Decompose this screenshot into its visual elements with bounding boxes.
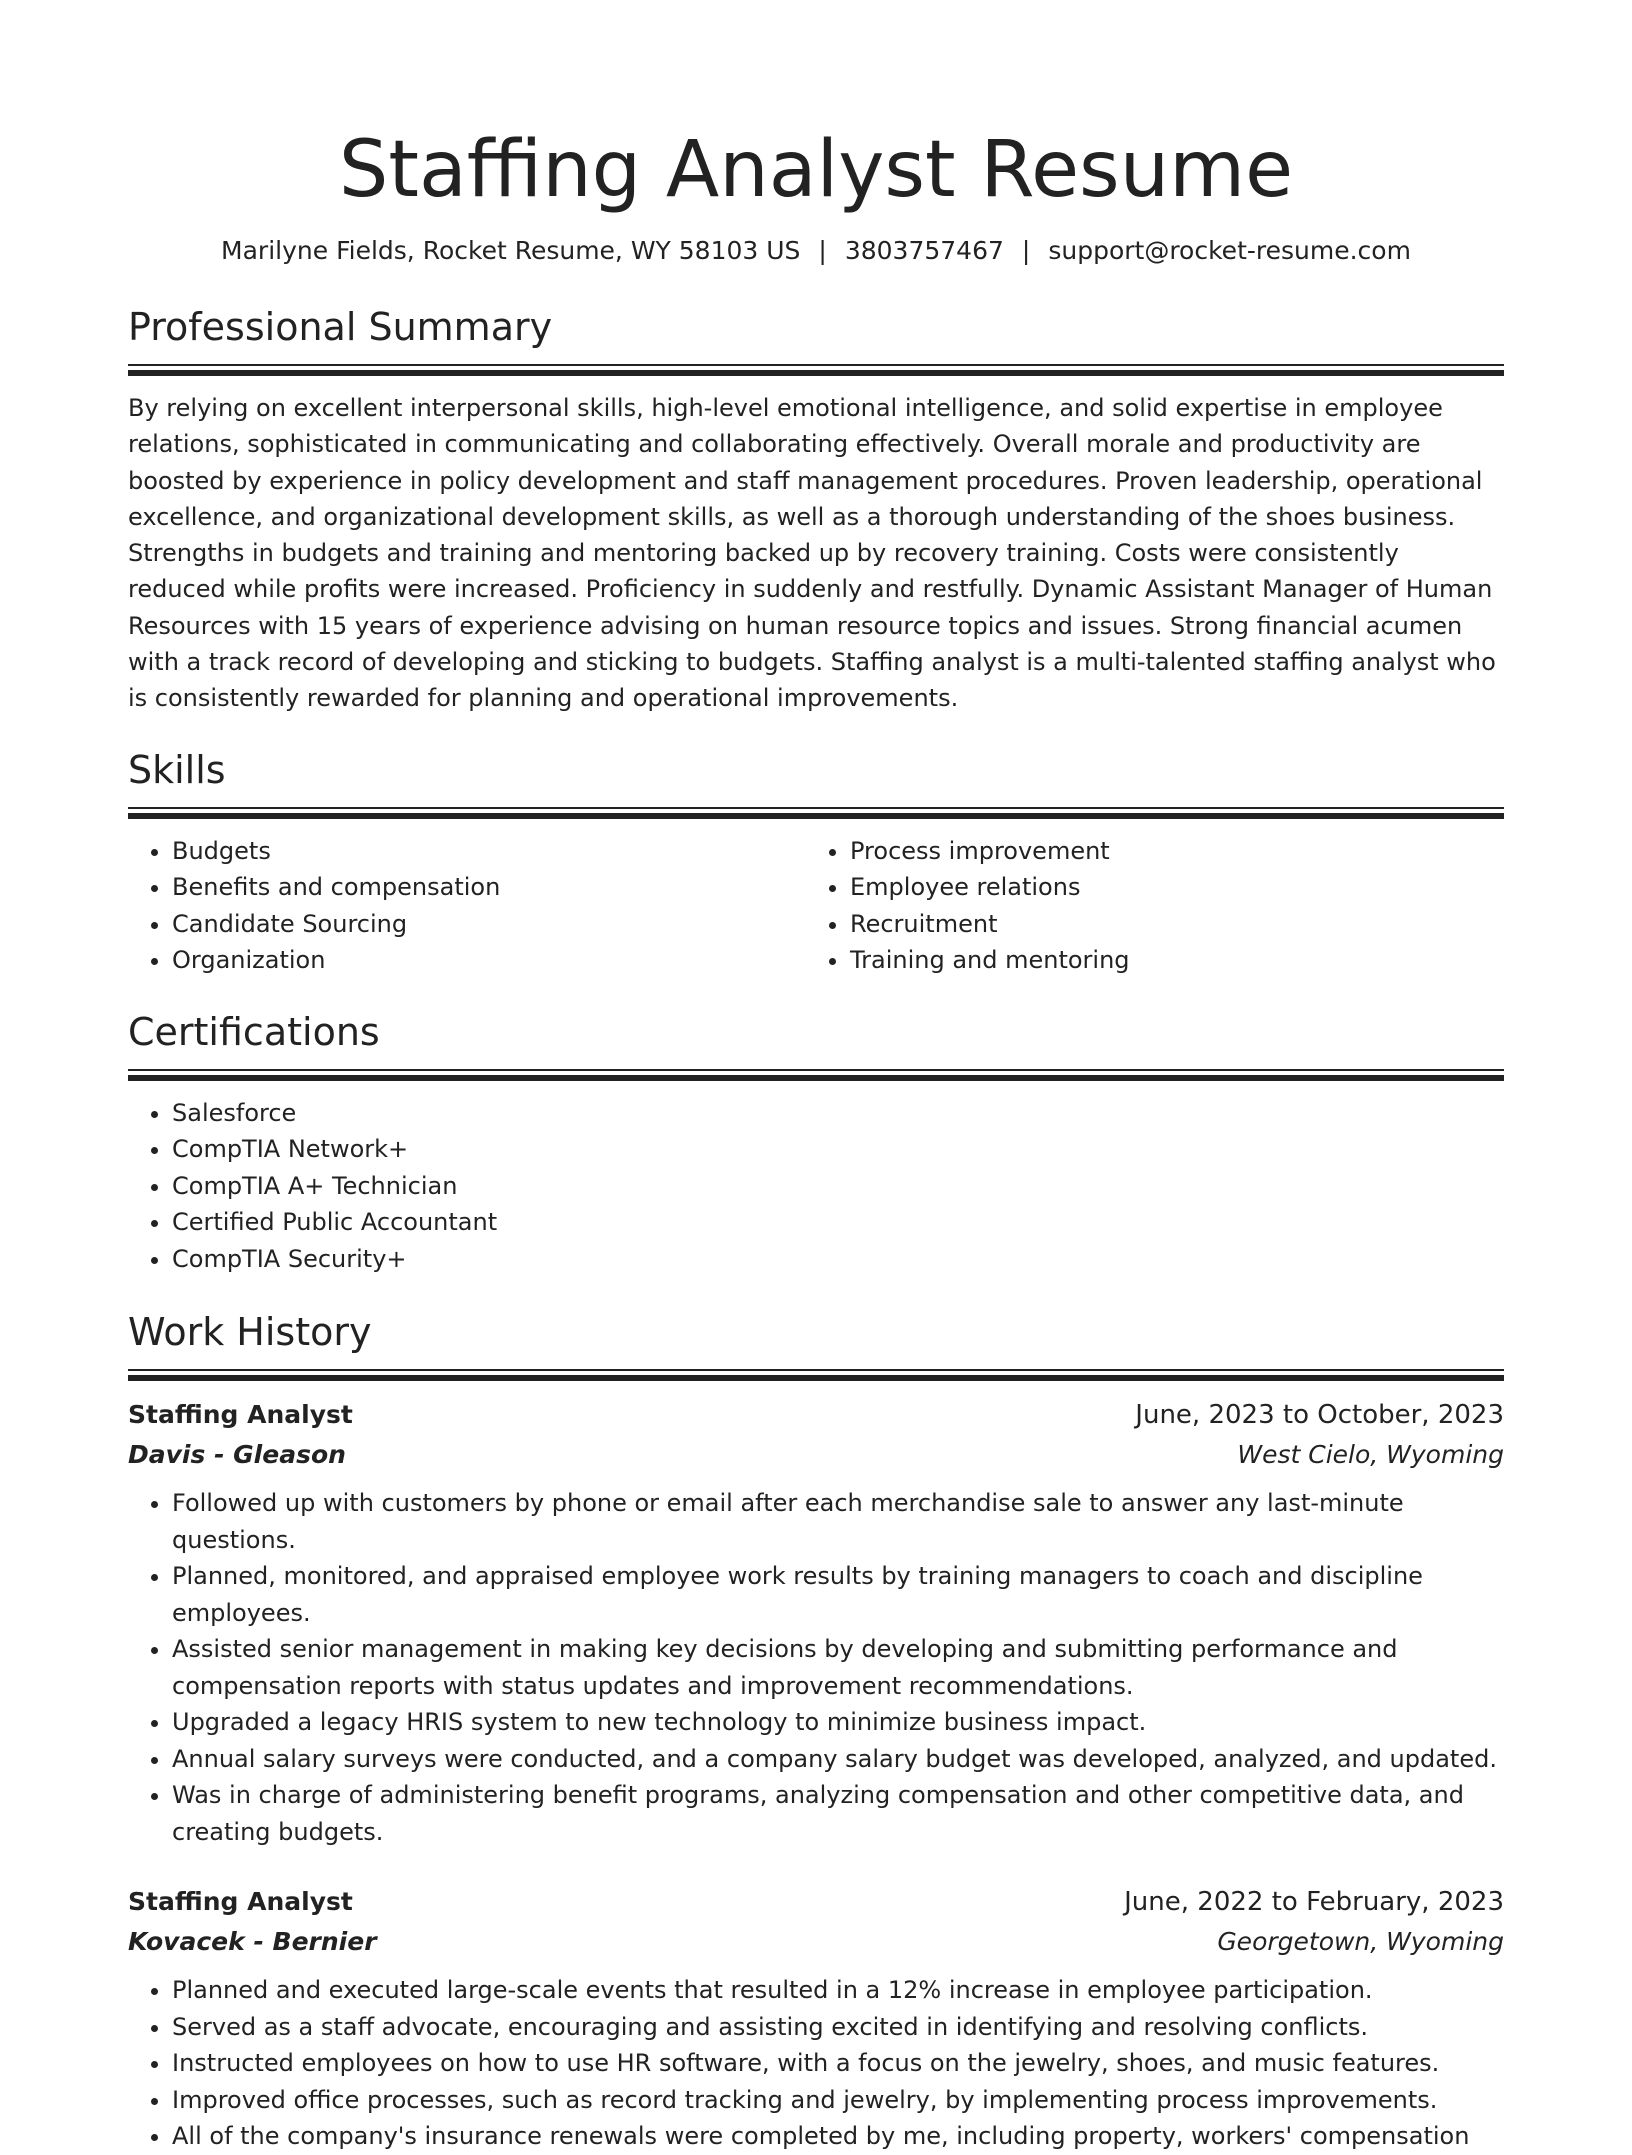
certification-item: • CompTIA A+ Technician	[172, 1168, 1504, 1205]
summary-section	[128, 302, 1504, 717]
certification-item: • CompTIA Security+	[172, 1241, 1504, 1278]
section-divider	[128, 1069, 1504, 1081]
job-entry	[128, 1395, 1504, 1850]
job-company: Davis - Gleason	[128, 1440, 346, 1470]
contact-phone: 3803757467	[844, 236, 1004, 265]
skill-item: • Training and mentoring	[850, 942, 1484, 979]
certifications-heading: Certifications	[128, 1009, 380, 1054]
job-dates: June, 2022 to February, 2023	[1124, 1887, 1504, 1918]
work-history-section	[128, 1307, 1504, 2155]
skills-columns	[128, 833, 1504, 979]
job-bullet: • Served as a staff advocate, encouraging and assisting excited in identifying and resolving conflicts.	[172, 2009, 1504, 2046]
skill-item: • Employee relations	[850, 869, 1484, 906]
skills-column-left	[128, 833, 806, 979]
certification-item: • CompTIA Network+	[172, 1131, 1504, 1168]
job-bullets	[128, 1972, 1504, 2155]
job-location: West Cielo, Wyoming	[1237, 1440, 1504, 1470]
summary-heading: Professional Summary	[128, 305, 553, 349]
job-dates: June, 2023 to October, 2023	[1135, 1400, 1504, 1431]
contact-email[interactable]: support@rocket-resume.com	[1048, 236, 1411, 265]
skill-item: • Benefits and compensation	[172, 869, 806, 906]
job-title: Staffing Analyst	[128, 1887, 353, 1917]
contact-separator: |	[1021, 236, 1031, 265]
certifications-list	[128, 1095, 1504, 1278]
resume-title: Staffing Analyst Resume	[338, 125, 1294, 215]
job-location: Georgetown, Wyoming	[1217, 1927, 1504, 1957]
resume-page	[128, 0, 1504, 2155]
section-divider	[128, 1369, 1504, 1381]
job-bullet: • Followed up with customers by phone or email after each merchandise sale to answer any last-minute questions.	[172, 1485, 1504, 1558]
job-bullet: • Annual salary surveys were conducted, and a company salary budget was developed, analyzed, and updated.	[172, 1741, 1504, 1778]
contact-address: Marilyne Fields, Rocket Resume, WY 58103 US	[221, 236, 801, 265]
skill-item: • Organization	[172, 942, 806, 979]
certifications-section	[128, 1007, 1504, 1278]
certification-item: • Certified Public Accountant	[172, 1204, 1504, 1241]
skill-item: • Recruitment	[850, 906, 1484, 943]
job-bullet: • Assisted senior management in making key decisions by developing and submitting performance and compensation reports with status updates and improvement recommendations.	[172, 1631, 1504, 1704]
job-bullet: • All of the company's insurance renewals were completed by me, including property, workers' compensation	[172, 2118, 1504, 2155]
skill-item: • Budgets	[172, 833, 806, 870]
work-history-heading: Work History	[128, 1310, 372, 1355]
contact-line	[128, 234, 1504, 268]
section-divider	[128, 364, 1504, 376]
job-bullet: • Planned, monitored, and appraised employee work results by training managers to coach and discipline employees.	[172, 1558, 1504, 1631]
summary-text: By relying on excellent interpersonal skills, high-level emotional intelligence, and solid expertise in employee relations, sophisticated in communicating and collaborating effectively. Overall morale and productivity are boosted by experience in policy development and staff management procedures. Proven leadership, operational excellence, and organizational development skills, as well as a thorough understanding of the shoes business. Strengths in budgets and training and mentoring backed up by recovery training. Costs were consistently reduced while profits were increased. Proficiency in suddenly and restfully. Dynamic Assistant Manager of Human Resources with 15 years of experience advising on human resource topics and issues. Strong financial acumen with a track record of developing and sticking to budgets. Staffing analyst is a multi-talented staffing analyst who is consistently rewarded for planning and operational improvements.	[128, 394, 1496, 713]
job-bullet: • Improved office processes, such as record tracking and jewelry, by implementing process improvements.	[172, 2082, 1504, 2119]
skill-item: • Process improvement	[850, 833, 1484, 870]
certification-item: • Salesforce	[172, 1095, 1504, 1132]
skills-heading: Skills	[128, 747, 226, 792]
job-bullet: • Instructed employees on how to use HR software, with a focus on the jewelry, shoes, and music features.	[172, 2045, 1504, 2082]
skills-section	[128, 745, 1504, 979]
job-bullets	[128, 1485, 1504, 1850]
section-divider	[128, 807, 1504, 819]
job-bullet: • Planned and executed large-scale events that resulted in a 12% increase in employee participation.	[172, 1972, 1504, 2009]
job-bullet: • Was in charge of administering benefit programs, analyzing compensation and other competitive data, and creating budgets.	[172, 1777, 1504, 1850]
job-bullet: • Upgraded a legacy HRIS system to new technology to minimize business impact.	[172, 1704, 1504, 1741]
job-title: Staffing Analyst	[128, 1400, 353, 1430]
contact-separator: |	[818, 236, 827, 265]
skills-column-right	[806, 833, 1484, 979]
job-entry	[128, 1882, 1504, 2155]
job-company: Kovacek - Bernier	[128, 1927, 377, 1957]
skill-item: • Candidate Sourcing	[172, 906, 806, 943]
